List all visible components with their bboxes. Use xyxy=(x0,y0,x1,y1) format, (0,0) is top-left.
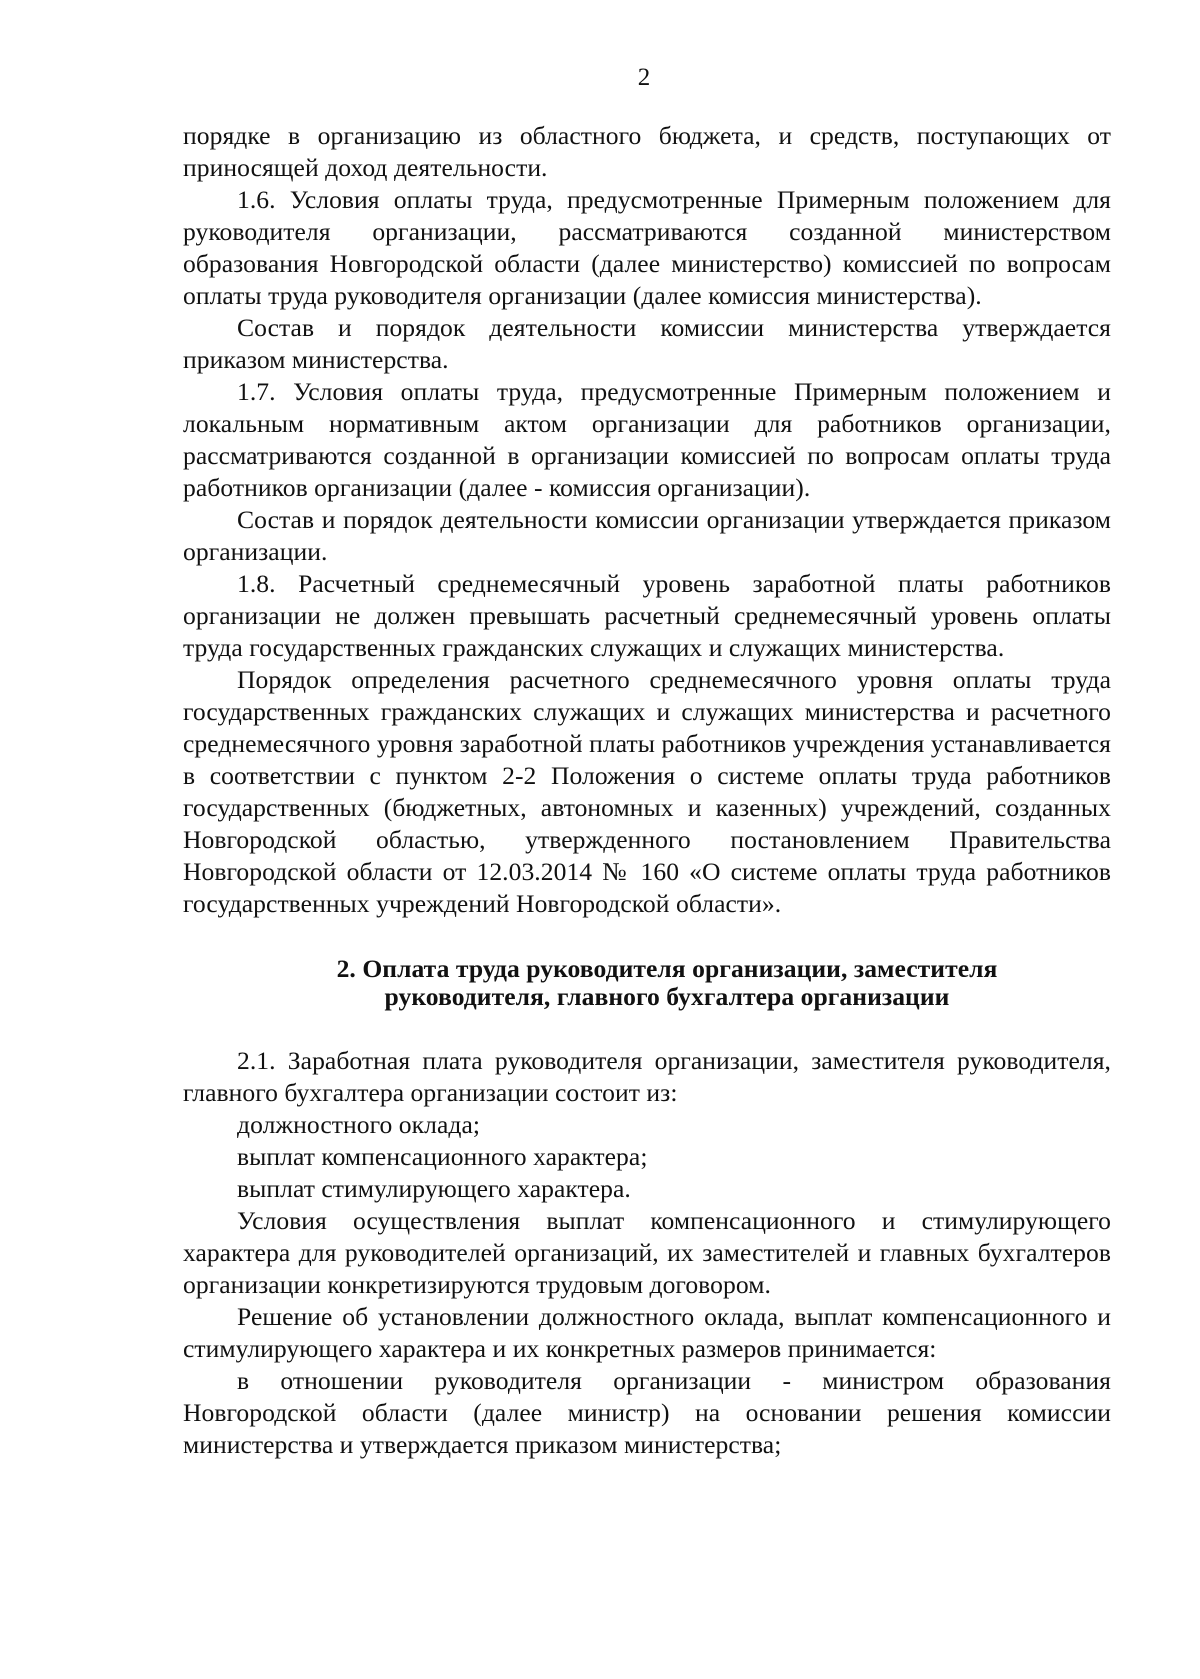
paragraph-decision: Решение об установлении должностного оклада, выплат компенсационного и стимулирующего характера и их конкретных размеров принимается: xyxy=(183,1302,1111,1363)
paragraph-continuation: порядке в организацию из областного бюджета, и средств, поступающих от приносящей доход деятельности. xyxy=(183,121,1111,182)
paragraph-commission-organization: Состав и порядок деятельности комиссии организации утверждается приказом организации. xyxy=(183,505,1111,566)
paragraph-2-1: 2.1. Заработная плата руководителя организации, заместителя руководителя, главного бухгалтера организации состоит из: xyxy=(183,1046,1111,1107)
list-item-incentive: выплат стимулирующего характера. xyxy=(237,1174,631,1203)
page-number: 2 xyxy=(637,64,651,91)
section-1-body xyxy=(183,120,1111,920)
paragraph-calculation-order: Порядок определения расчетного среднемесячного уровня оплаты труда государственных гражданских служащих и служащих министерства и расчетного среднемесячного уровня заработной платы работников учреждения устанавливается в соответствии с пунктом 2-2 Положения о системе оплаты труда работников государственных (бюджетных, автономных и казенных) учреждений, созданных Новгородской областью, утвержденного постановлением Правительства Новгородской области от 12.03.2014 № 160 «О системе оплаты труда работников государственных учреждений Новгородской области». xyxy=(183,665,1111,918)
section-2-heading xyxy=(183,955,1111,1011)
paragraph-payment-conditions: Условия осуществления выплат компенсационного и стимулирующего характера для руководителей организаций, их заместителей и главных бухгалтеров организации конкретизируются трудовым договором. xyxy=(183,1206,1111,1299)
paragraph-head-decision: в отношении руководителя организации - министром образования Новгородской области (далее министр) на основании решения комиссии министерства и утверждается приказом министерства; xyxy=(183,1366,1111,1459)
list-item-salary: должностного оклада; xyxy=(237,1110,481,1139)
paragraph-1-7: 1.7. Условия оплаты труда, предусмотренные Примерным положением и локальным нормативным актом организации для работников организации, рассматриваются созданной в организации комиссией по вопросам оплаты труда работников организации (далее - комиссия организации). xyxy=(183,377,1111,502)
paragraph-1-8: 1.8. Расчетный среднемесячный уровень заработной платы работников организации не должен превышать расчетный среднемесячный уровень оплаты труда государственных гражданских служащих и служащих министерства. xyxy=(183,569,1111,662)
list-item-compensation: выплат компенсационного характера; xyxy=(237,1142,648,1171)
paragraph-1-6: 1.6. Условия оплаты труда, предусмотренные Примерным положением для руководителя организации, рассматриваются созданной министерством образования Новгородской области (далее министерство) комиссией по вопросам оплаты труда руководителя организации (далее комиссия министерства). xyxy=(183,185,1111,310)
section-2-body xyxy=(183,1045,1111,1461)
document-body xyxy=(183,120,1111,1461)
paragraph-commission-ministry: Состав и порядок деятельности комиссии министерства утверждается приказом министерства. xyxy=(183,313,1111,374)
section-2-heading-line-2: руководителя, главного бухгалтера организации xyxy=(384,982,950,1011)
section-2-heading-line-1: 2. Оплата труда руководителя организации, заместителя xyxy=(336,954,998,983)
